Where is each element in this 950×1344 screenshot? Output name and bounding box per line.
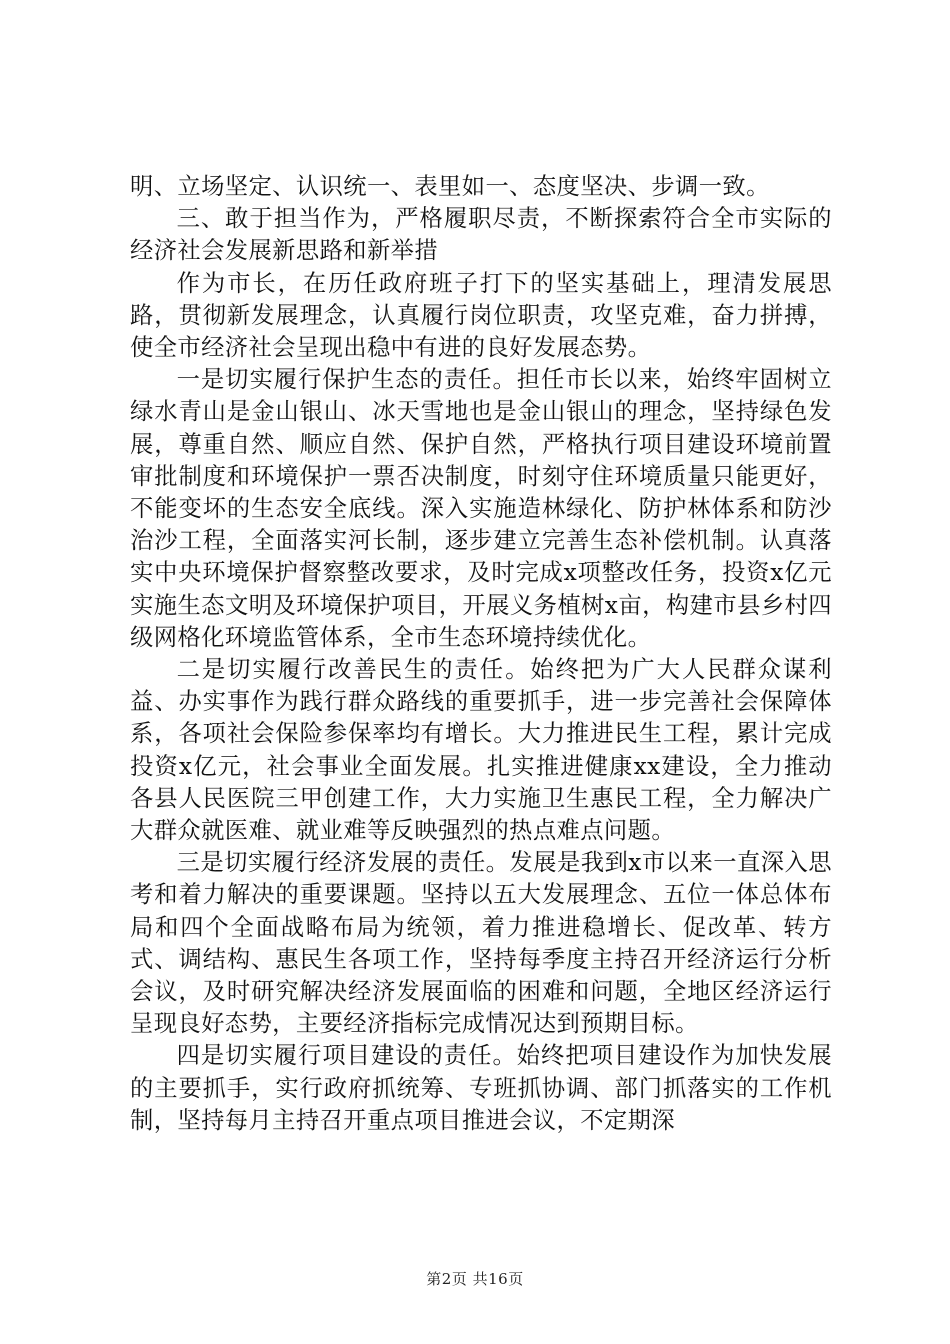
paragraph-livelihood: 二是切实履行改善民生的责任。始终把为广大人民群众谋利益、办实事作为践行群众路线的重要抓手，进一步完善社会保障体系，各项社会保险参保率均有增长。大力推进民生工程，累计完成投资x亿元，社会事业全面发展。扎实推进健康xx建设，全力推动各县人民医院三甲创建工作，大力实施卫生惠民工程，全力解决广大群众就医难、就业难等反映强烈的热点难点问题。 <box>130 656 832 845</box>
page-number-footer: 第2页 共16页 <box>426 1270 524 1288</box>
section-heading-three: 三、敢于担当作为，严格履职尽责，不断探索符合全市实际的经济社会发展新思路和新举措 <box>130 205 832 265</box>
paragraph-ecology: 一是切实履行保护生态的责任。担任市长以来，始终牢固树立绿水青山是金山银山、冰天雪地也是金山银山的理念，坚持绿色发展，尊重自然、顺应自然、保护自然，严格执行项目建设环境前置审批制度和环境保护一票否决制度，时刻守住环境质量只能更好，不能变坏的生态安全底线。深入实施造林绿化、防护林体系和防沙治沙工程，全面落实河长制，逐步建立完善生态补偿机制。认真落实中央环境保护督察整改要求，及时完成x项整改任务，投资x亿元实施生态文明及环境保护项目，开展义务植树x亩，构建市县乡村四级网格化环境监管体系，全市生态环境持续优化。 <box>130 366 832 651</box>
paragraph-projects: 四是切实履行项目建设的责任。始终把项目建设作为加快发展的主要抓手，实行政府抓统筹、专班抓协调、部门抓落实的工作机制，坚持每月主持召开重点项目推进会议，不定期深 <box>130 1042 832 1134</box>
document-body <box>130 171 832 1137</box>
paragraph-economy: 三是切实履行经济发展的责任。发展是我到x市以来一直深入思考和着力解决的重要课题。坚持以五大发展理念、五位一体总体布局和四个全面战略布局为统领，着力推进稳增长、促改革、转方式、调结构、惠民生各项工作，坚持每季度主持召开经济运行分析会议，及时研究解决经济发展面临的困难和问题，全地区经济运行呈现良好态势，主要经济指标完成情况达到预期目标。 <box>130 849 832 1038</box>
paragraph-continuation: 明、立场坚定、认识统一、表里如一、态度坚决、步调一致。 <box>130 173 770 200</box>
paragraph-intro: 作为市长，在历任政府班子打下的坚实基础上，理清发展思路，贯彻新发展理念，认真履行岗位职责，攻坚克难，奋力拼搏，使全市经济社会呈现出稳中有进的良好发展态势。 <box>130 269 832 362</box>
